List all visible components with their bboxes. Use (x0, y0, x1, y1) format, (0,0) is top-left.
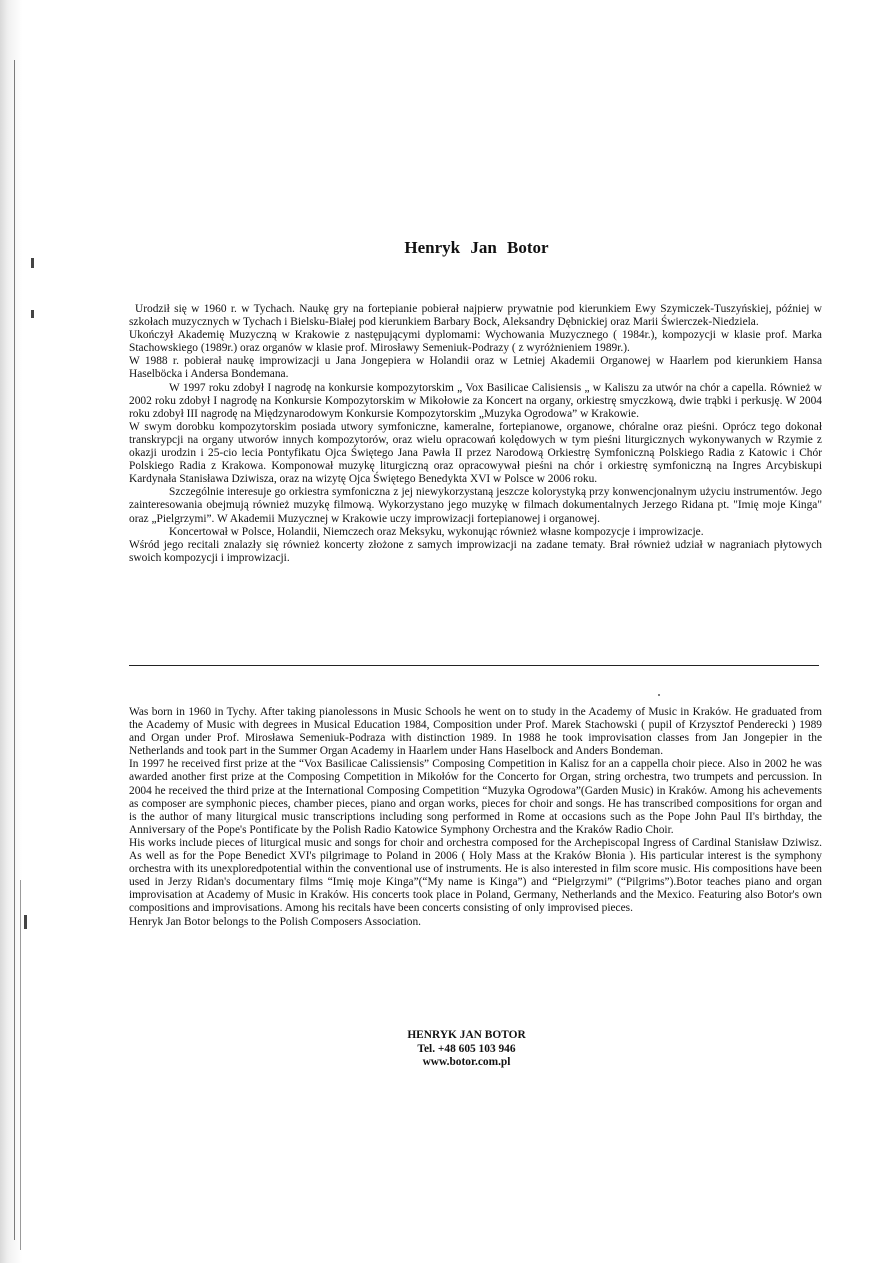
scan-artifact-mark (31, 310, 34, 318)
contact-website: www.botor.com.pl (422, 1056, 511, 1068)
scan-artifact-mark (31, 258, 34, 268)
bio-paragraph: W 1997 roku zdobył I nagrodę na konkursie kompozytorskim „ Vox Basilicae Calisiensis „ w Kaliszu za utwór na chór a capella. Również w 2002 roku zdobył I nagrodę na Konkursie Kompozytorskim w Mikołowie za Koncert na organy, orkiestrę smyczkową, dwie trąbki i perkusję. W 2004 roku zdobył III nagrodę na Międzynarodowym Konkursie Kompozytorskim „Muzyka Ogrodowa” w Krakowie. (129, 381, 822, 420)
bio-paragraph: In 1997 he received first prize at the “Vox Basilicae Calissiensis” Composing Competition in Kalisz for an a cappella choir piece. Also in 2002 he was awarded another first prize at the Composing Competition in Mikołów for the Concerto for Organ, string orchestra, two trumpets and percussion. In 2004 he received the third prize at the International Composing Competition “Muzyka Ogrodowa”(Garden Music) in Kraków. Among his achevements as composer are symphonic pieces, chamber pieces, piano and organ works, pieces for choir and songs. He has transcribed compositions for organ and is the author of many liturgical music transcriptions including song performed in Rome at occasions such as the Pope John Paul II's birthday, the Anniversary of the Pope's Pontificate by the Polish Radio Katowice Symphony Orchestra and the Kraków Radio Choir. (129, 758, 822, 836)
bio-paragraph: Henryk Jan Botor belongs to the Polish Composers Association. (129, 915, 422, 928)
scan-speck (658, 694, 660, 696)
section-divider (129, 665, 819, 666)
bio-paragraph: W 1988 r. pobierał naukę improwizacji u Jana Jongepiera w Holandii oraz w Letniej Akademii Organowej w Haarlem pod kierunkiem Hansa Haselböcka i Andersa Bondemana. (129, 355, 822, 381)
polish-biography (129, 303, 822, 565)
bio-paragraph: Koncertował w Polsce, Holandii, Niemczech oraz Meksyku, wykonując również własne kompozycje i improwizacje. (169, 525, 704, 538)
bio-paragraph: Was born in 1960 in Tychy. After taking pianolessons in Music Schools he went on to study in the Academy of Music in Kraków. He graduated from the Academy of Music with degrees in Musical Education 1984, Composition under Prof. Marek Stachowski ( pupil of Krzysztof Penderecki ) 1989 and Organ under Prof. Mirosława Semeniuk-Podraza with distinction 1989. In 1988 he took improvisation classes from Jan Jongepier in the Netherlands and took part in the Summer Organ Academy in Haarlem under Hans Haselbock and Anders Bondeman. (129, 706, 822, 758)
contact-phone: Tel. +48 605 103 946 (417, 1042, 516, 1055)
bio-paragraph: Ukończył Akademię Muzyczną w Krakowie z następującymi dyplomami: Wychowania Muzycznego ( 1984r.), kompozycji w klasie prof. Marka Stachowskiego (1989r.) oraz organów w klasie prof. Mirosławy Semeniuk-Podrazy ( z wyróżnieniem 1989r.). (129, 329, 822, 355)
contact-block (0, 1029, 893, 1070)
scan-artifact-mark (24, 915, 27, 929)
bio-paragraph: His works include pieces of liturgical music and songs for choir and orchestra composed for the Archepiscopal Ingress of Cardinal Stanisław Dziwisz. As well as for the Pope Benedict XVI's pilgrimage to Poland in 2006 ( Holy Mass at the Kraków Błonia ). His particular interest is the symphony orchestra with its unexploredpotential within the conventional use of instruments. He is also interested in film score music. His compositions have been used in Jerzy Ridan's documentary films “Imię moje Kinga”(“My name is Kinga”) and “Pielgrzymi” (“Pilgrims”).Botor teaches piano and organ improvisation at Academy of Music in Kraków. His concerts took place in Poland, Germany, Netherlands and the Mexico. Featuring also Botor's own compositions and improvisations. Among his recitals have been concerts consisting of only improvised pieces. (129, 836, 822, 915)
bio-paragraph: Urodził się w 1960 r. w Tychach. Naukę gry na fortepianie pobierał najpierw prywatnie pod kierunkiem Ewy Szymiczek-Tuszyńskiej, później w szkołach muzycznych w Tychach i Bielsku-Białej pod kierunkiem Barbary Bock, Aleksandry Dębnickiej oraz Marii Świerczek-Niedziela. (129, 303, 822, 329)
page-title: Henryk Jan Botor (404, 238, 549, 257)
bio-paragraph: Szczególnie interesuje go orkiestra symfoniczna z jej niewykorzystaną jeszcze kolorystyką przy konwencjonalnym użyciu instrumentów. Jego zainteresowania obejmują również muzykę filmową. Wykorzystano jego muzykę w filmach dokumentalnych Jerzego Ridana pt. "Imię moje Kinga" oraz „Pielgrzymi”. W Akademii Muzycznej w Krakowie uczy improwizacji fortepianowej i organowej. (129, 486, 822, 525)
bio-paragraph: W swym dorobku kompozytorskim posiada utwory symfoniczne, kameralne, fortepianowe, organowe, chóralne oraz pieśni. Oprócz tego dokonał transkrypcji na organy utworów innych kompozytorów, oraz wielu opracowań kolędowych w tym pieśni liturgicznych wykonywanych w Rzymie z okazji urodzin i 25-cio lecia Pontyfikatu Ojca Świętego Jana Pawła II przez Narodową Orkiestrę Symfoniczną Polskiego Radia z Katowic i Chór Polskiego Radia z Krakowa. Komponował muzykę liturgiczną oraz opracowywał pieśni na chór i orkiestrę symfoniczną na Ingres Arcybiskupi Kardynała Stanisława Dziwisza, oraz na wizytę Ojca Świętego Benedykta XVI w Polsce w 2006 roku. (129, 420, 822, 486)
bio-paragraph: Wśród jego recitali znalazły się również koncerty złożone z samych improwizacji na zadane tematy. Brał również udział w nagraniach płytowych swoich kompozycji i improwizacji. (129, 538, 822, 564)
contact-name: HENRYK JAN BOTOR (407, 1029, 526, 1041)
english-biography (129, 706, 822, 929)
